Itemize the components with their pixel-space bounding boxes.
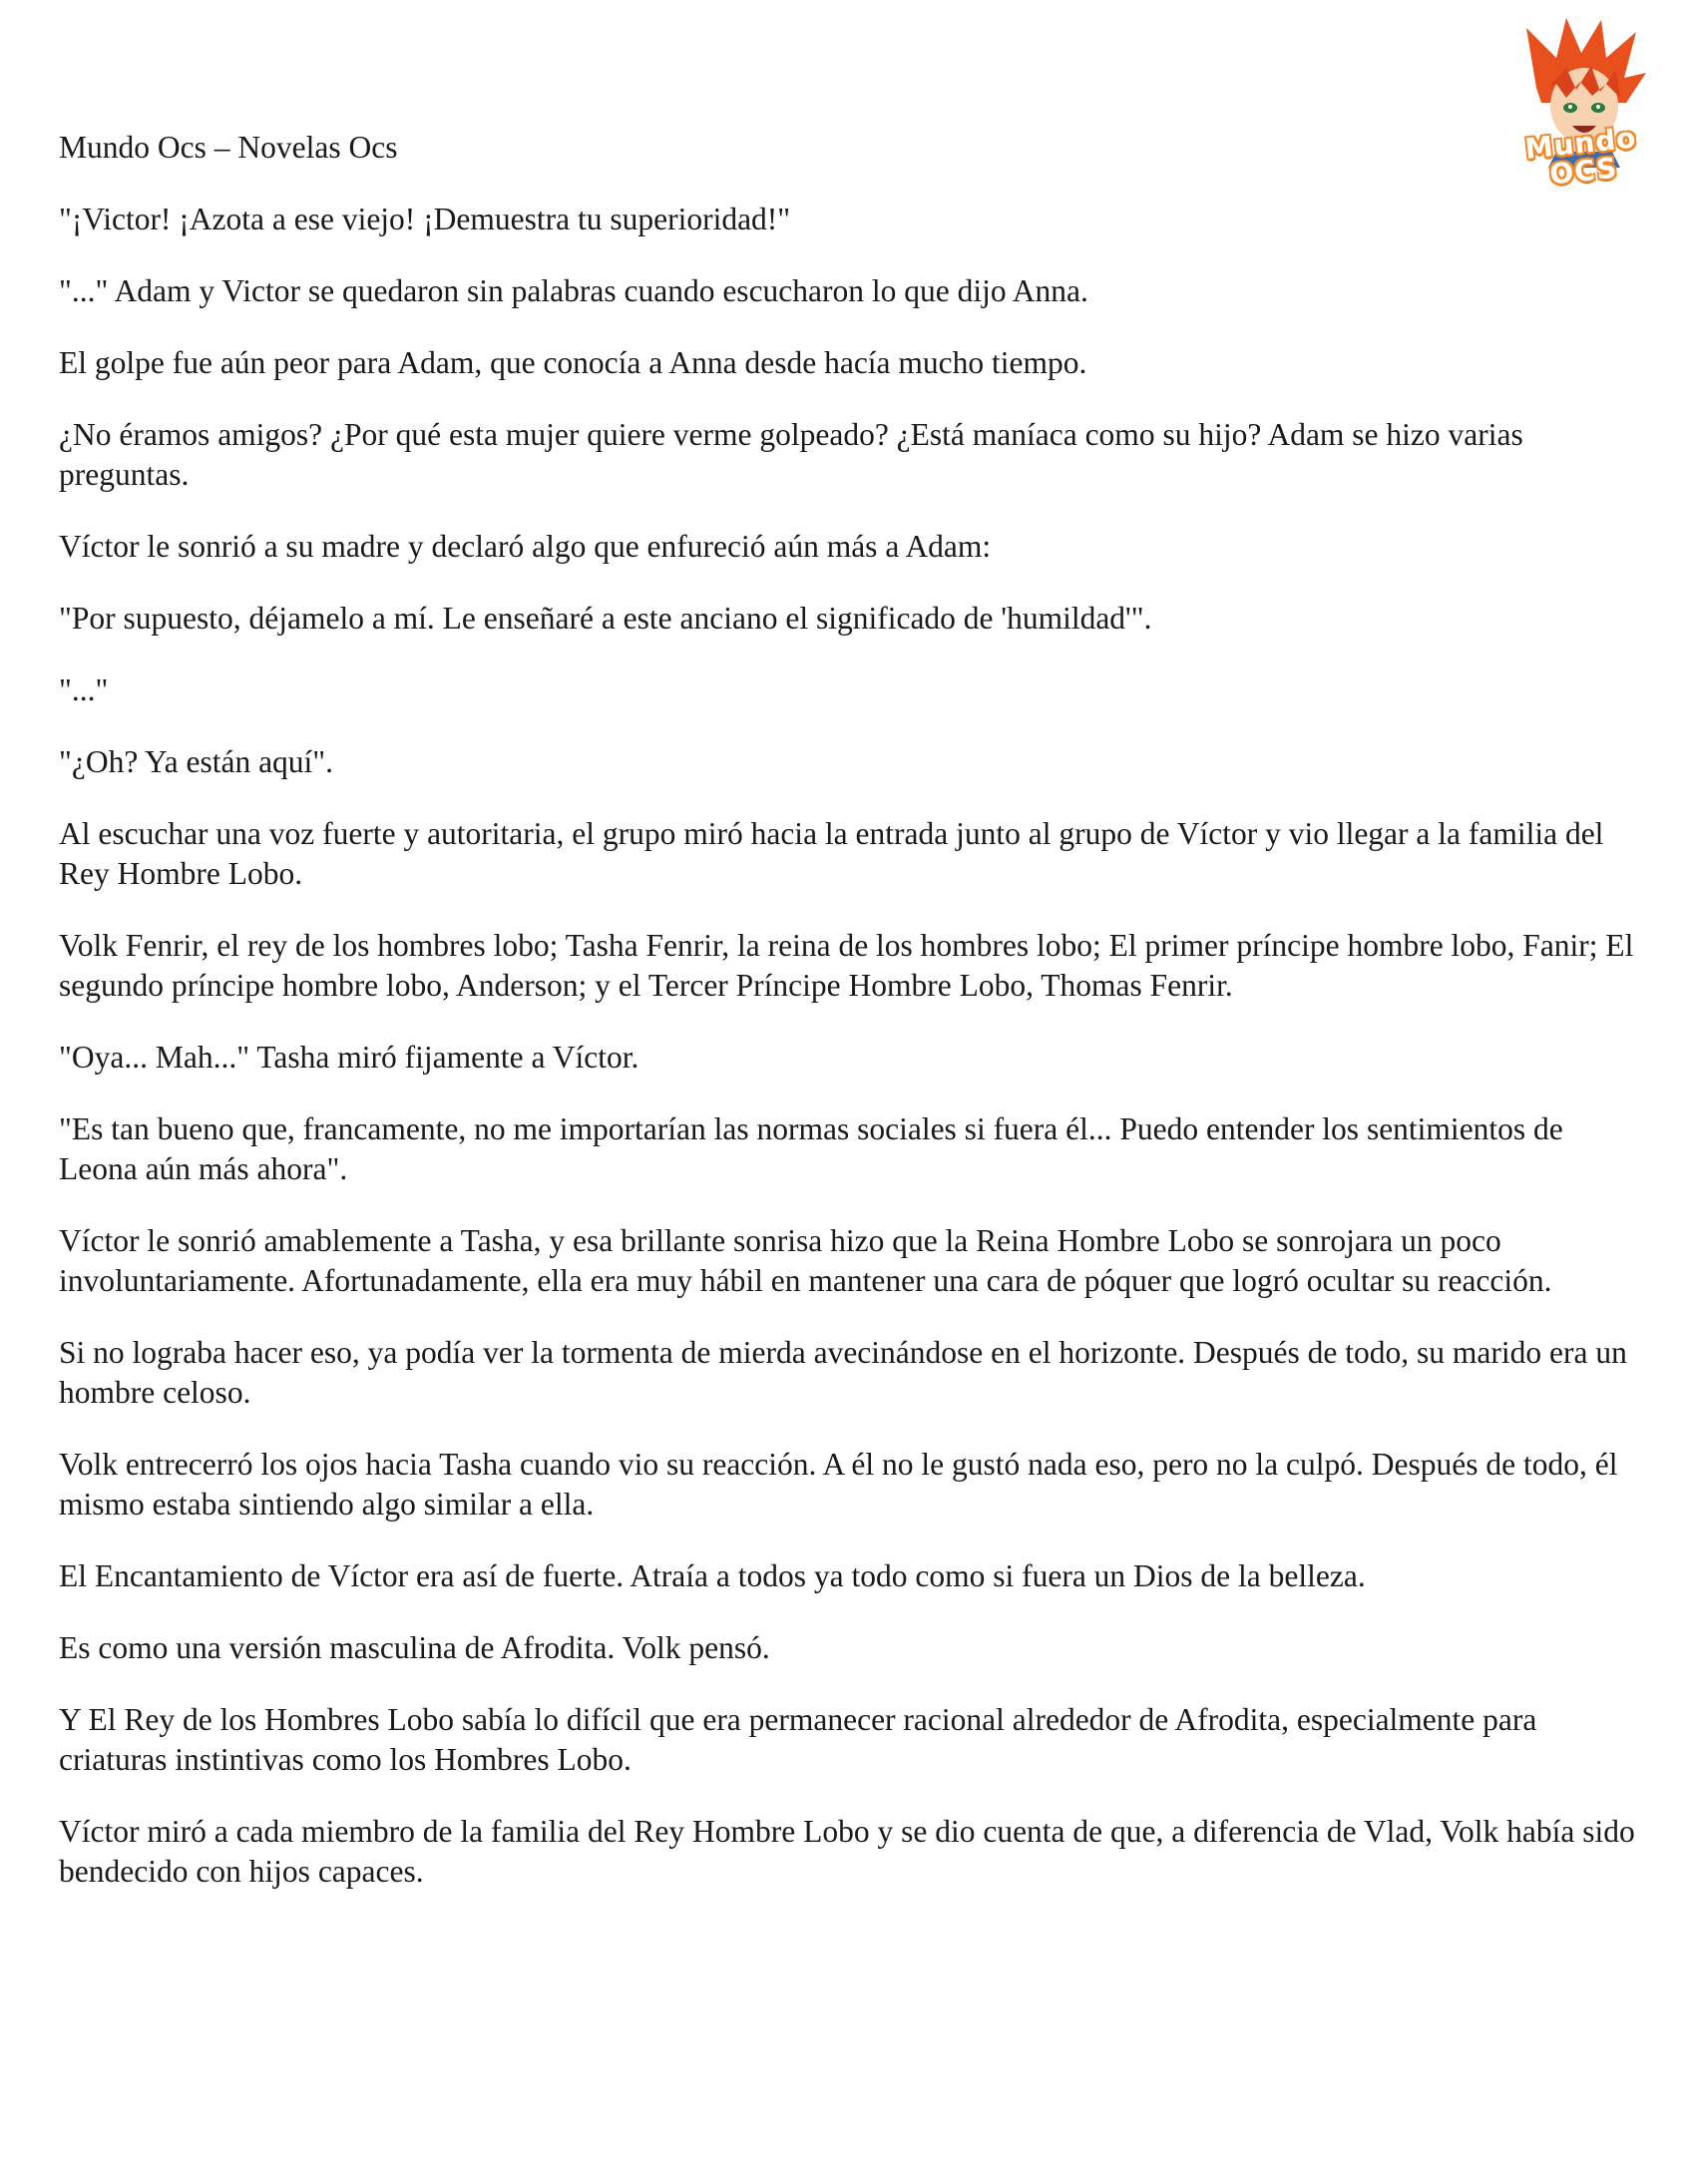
paragraph: Volk Fenrir, el rey de los hombres lobo; Tasha Fenrir, la reina de los hombres lobo; El primer príncipe hombre lobo, Fanir; El segundo príncipe hombre lobo, Anderson; y el Tercer Príncipe Hombre Lobo, Thomas Fenrir. xyxy=(59,928,1634,1003)
paragraph: "¿Oh? Ya están aquí". xyxy=(59,744,334,779)
paragraph: "Por supuesto, déjamelo a mí. Le enseñaré a este anciano el significado de 'humildad'". xyxy=(59,601,1152,636)
site-title: Mundo Ocs – Novelas Ocs xyxy=(59,130,398,165)
paragraph: Víctor le sonrió a su madre y declaró algo que enfureció aún más a Adam: xyxy=(59,529,992,564)
paragraph: El Encantamiento de Víctor era así de fuerte. Atraía a todos ya todo como si fuera un Dios de la belleza. xyxy=(59,1558,1366,1593)
paragraph: Víctor miró a cada miembro de la familia del Rey Hombre Lobo y se dio cuenta de que, a diferencia de Vlad, Volk había sido bendecido con hijos capaces. xyxy=(59,1814,1635,1889)
paragraph: Si no lograba hacer eso, ya podía ver la tormenta de mierda avecinándose en el horizonte. Después de todo, su marido era un hombre celoso. xyxy=(59,1335,1627,1410)
paragraph: "..." Adam y Victor se quedaron sin palabras cuando escucharon lo que dijo Anna. xyxy=(59,273,1088,308)
paragraph: Al escuchar una voz fuerte y autoritaria, el grupo miró hacia la entrada junto al grupo de Víctor y vio llegar a la familia del Rey Hombre Lobo. xyxy=(59,816,1604,891)
paragraph: Volk entrecerró los ojos hacia Tasha cuando vio su reacción. A él no le gustó nada eso, pero no la culpó. Después de todo, él mismo estaba sintiendo algo similar a ella. xyxy=(59,1447,1618,1522)
logo-wordmark: Mundo OCS xyxy=(1523,121,1638,192)
paragraph: Víctor le sonrió amablemente a Tasha, y esa brillante sonrisa hizo que la Reina Hombre Lobo se sonrojara un poco involuntariamente. Afortunadamente, ella era muy hábil en mantener una cara de póquer que logró ocultar su reacción. xyxy=(59,1223,1552,1298)
paragraph: "Es tan bueno que, francamente, no me importarían las normas sociales si fuera él... Puedo entender los sentimientos de Leona aún más ahora". xyxy=(59,1111,1563,1186)
paragraph: El golpe fue aún peor para Adam, que conocía a Anna desde hacía mucho tiempo. xyxy=(59,345,1087,380)
paragraph: "Oya... Mah..." Tasha miró fijamente a Víctor. xyxy=(59,1040,639,1075)
paragraph: Y El Rey de los Hombres Lobo sabía lo difícil que era permanecer racional alrededor de Afrodita, especialmente para criaturas instintivas como los Hombres Lobo. xyxy=(59,1702,1537,1777)
document-body xyxy=(59,128,1635,1924)
paragraph: ¿No éramos amigos? ¿Por qué esta mujer quiere verme golpeado? ¿Está maníaca como su hijo? Adam se hizo varias preguntas. xyxy=(59,417,1523,492)
paragraph: "¡Victor! ¡Azota a ese viejo! ¡Demuestra tu superioridad!" xyxy=(59,202,791,236)
paragraph: "..." xyxy=(59,672,109,707)
paragraph: Es como una versión masculina de Afrodita. Volk pensó. xyxy=(59,1630,770,1665)
